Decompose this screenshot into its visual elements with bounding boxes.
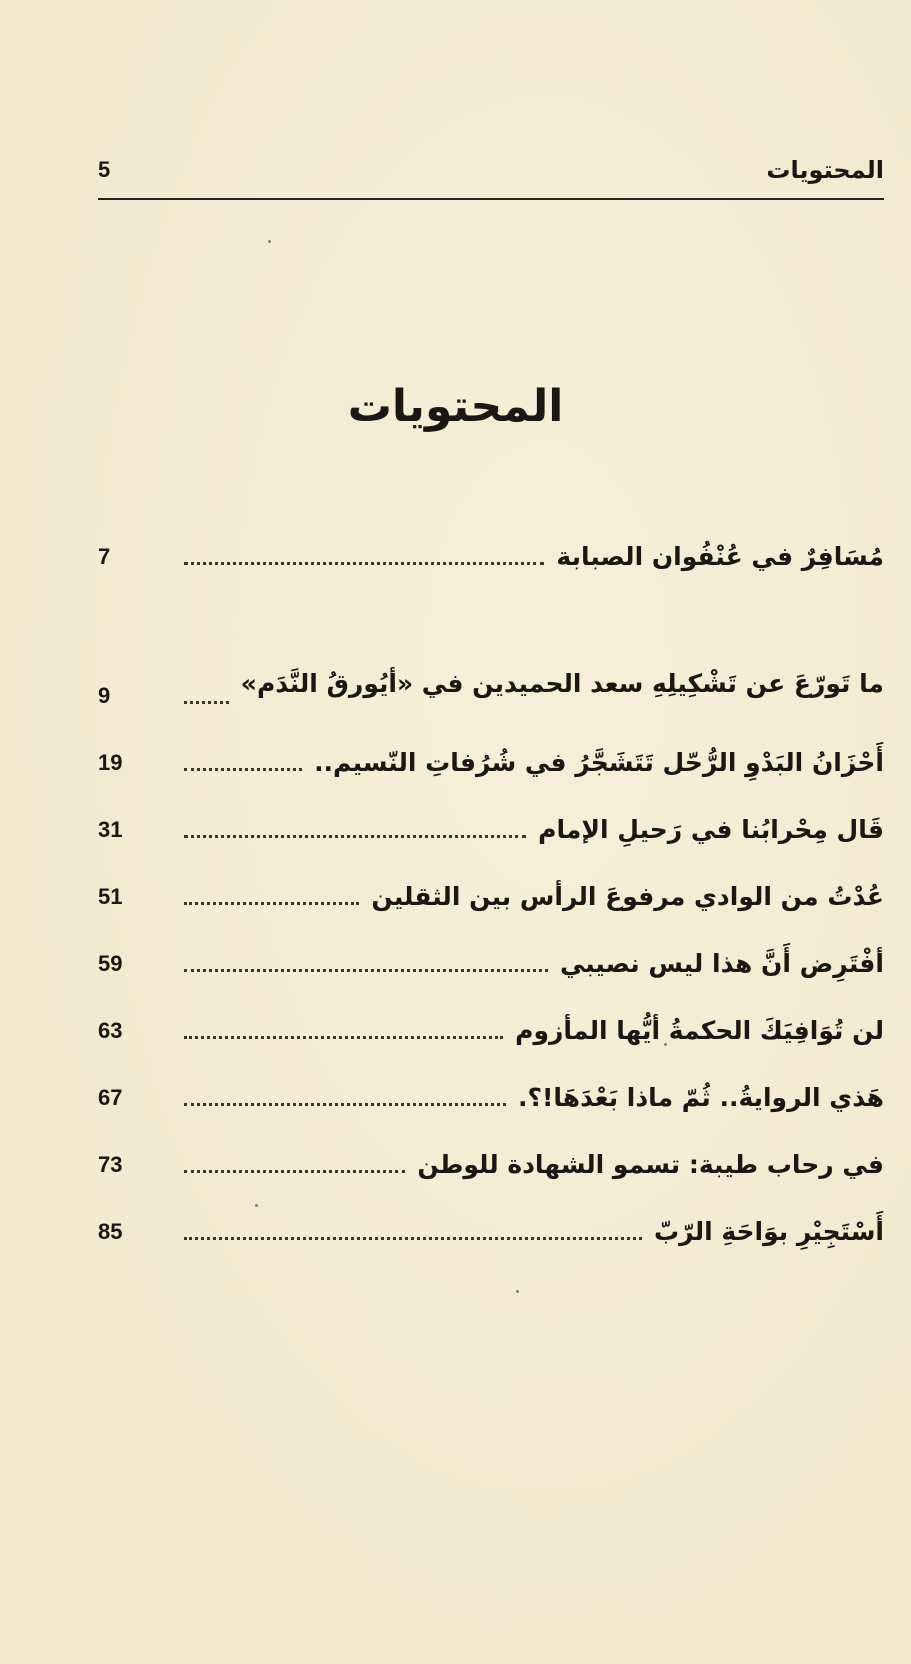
toc-entry-title: قَال مِحْرابُنا في رَحيلِ الإمام [538,815,884,844]
running-header-page-number: 5 [98,157,111,182]
toc-entry [98,922,884,982]
toc-entry [98,788,884,848]
table-of-contents [98,515,884,1257]
toc-entry-title: هَذي الروايةُ.. ثُمّ ماذا بَعْدَهَا!؟. [518,1083,884,1112]
dot-leader [184,768,302,771]
toc-page-number: 9 [98,683,111,708]
paper-speck [516,1290,519,1293]
toc-entry [98,989,884,1049]
dot-leader [184,969,548,972]
toc-entry-title: مُسَافِرٌ في عُنْفُوان الصبابة [556,542,884,571]
toc-page-number: 73 [98,1152,123,1177]
dot-leader [184,1170,405,1173]
dot-leader [184,902,359,905]
toc-page-number: 7 [98,544,111,569]
toc-entry-title: عُدْتُ من الوادي مرفوعَ الرأس بين الثقلين [371,882,884,911]
dot-leader [184,835,526,838]
toc-page-number: 59 [98,951,123,976]
toc-entry-title: أفْتَرِض أَنَّ هذا ليس نصيبي [559,949,884,978]
paper-speck [268,240,271,243]
toc-entry-title: في رحاب طيبة: تسمو الشهادة للوطن [417,1150,884,1179]
header-rule [98,198,884,200]
toc-entry [98,582,884,714]
toc-entry-title: ما تَورّعَ عن تَشْكِيلِهِ سعد الحميدين في «أيُورقُ النَّدَم» [240,669,884,698]
toc-page-number: 67 [98,1085,123,1110]
toc-entry [98,1123,884,1183]
toc-entry [98,515,884,575]
dot-leader [184,1103,506,1106]
running-header-title: المحتويات [766,156,884,184]
dot-leader [184,701,229,704]
toc-entry-title: أَحْزَانُ البَدْوِ الرُّحّل تَتَشَجَّرُ في شُرُفاتِ النّسيم.. [314,748,884,777]
toc-page-number: 63 [98,1018,123,1043]
toc-entry-title: أَسْتَجِيْرِ بوَاحَةِ الرّبّ [654,1217,884,1246]
toc-page-number: 31 [98,817,123,842]
toc-page-number: 51 [98,884,123,909]
page-title: المحتويات [347,381,564,432]
toc-entry [98,1190,884,1250]
running-header [98,152,884,192]
dot-leader [184,1237,642,1240]
toc-page-number: 19 [98,750,123,775]
toc-entry-title: لن تُوَافِيَكَ الحكمةُ أيُّها المأزوم [515,1016,884,1045]
toc-entry [98,1056,884,1116]
dot-leader [184,562,544,565]
toc-entry [98,855,884,915]
toc-page-number: 85 [98,1219,123,1244]
toc-entry [98,721,884,781]
dot-leader [184,1036,503,1039]
